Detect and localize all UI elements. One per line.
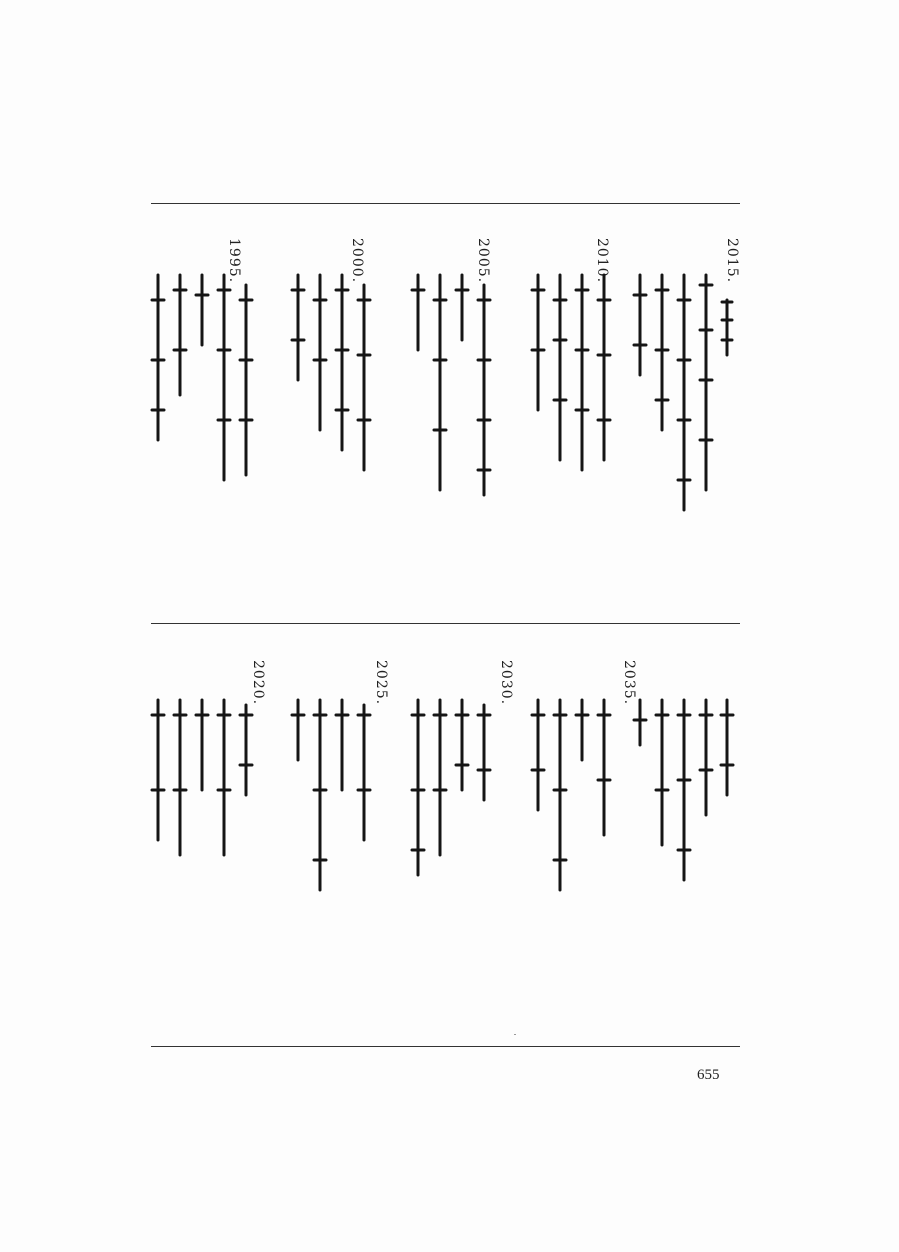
page-number: 655 — [697, 1067, 720, 1083]
bottom-col-5 — [634, 700, 646, 745]
bottom-col-3 — [678, 700, 690, 880]
top-col-10 — [478, 285, 490, 495]
top-col-11 — [456, 275, 468, 340]
bottom-col-17 — [292, 700, 304, 760]
year-label: 2035. — [621, 660, 637, 706]
top-col-15 — [336, 275, 348, 450]
bottom-col-20 — [196, 700, 208, 790]
top-col-18 — [240, 285, 252, 475]
top-col-13 — [412, 275, 424, 350]
bottom-col-14 — [358, 705, 370, 840]
bottom-col-12 — [434, 700, 446, 855]
bottom-col-7 — [576, 700, 588, 760]
top-col-2 — [700, 275, 712, 490]
top-col-12 — [434, 275, 446, 490]
top-col-16 — [314, 275, 326, 430]
bottom-col-10 — [478, 705, 490, 800]
top-col-7 — [576, 275, 588, 470]
bottom-col-8 — [554, 700, 566, 890]
bottom-col-6 — [598, 700, 610, 835]
year-label: 2000. — [349, 238, 365, 284]
top-col-4 — [656, 275, 668, 430]
bottom-col-4 — [656, 700, 668, 845]
bottom-col-16 — [314, 700, 326, 890]
top-col-8 — [554, 275, 566, 460]
bottom-col-22 — [152, 700, 164, 840]
year-label: 2020. — [250, 660, 266, 706]
top-col-17 — [292, 275, 304, 380]
year-label: 2015. — [724, 238, 740, 284]
bottom-col-1 — [721, 700, 733, 795]
year-label: 2005. — [475, 238, 491, 284]
top-col-5 — [634, 275, 646, 375]
top-col-9 — [532, 275, 544, 410]
bottom-col-19 — [218, 700, 230, 855]
bottom-col-13 — [412, 700, 424, 875]
top-col-21 — [174, 275, 186, 395]
bottom-col-18 — [240, 705, 252, 795]
year-label: 2030. — [498, 660, 514, 706]
top-col-6 — [598, 275, 610, 460]
stray-mark — [514, 1034, 516, 1035]
year-label: 2010. — [594, 238, 610, 284]
bottom-col-21 — [174, 700, 186, 855]
top-col-1 — [722, 300, 732, 355]
bottom-col-15 — [336, 700, 348, 790]
bottom-col-11 — [456, 700, 468, 790]
top-col-14 — [358, 285, 370, 470]
bottom-col-2 — [700, 700, 712, 815]
year-label: 1995. — [226, 238, 242, 284]
top-col-3 — [678, 275, 690, 510]
bottom-col-9 — [532, 700, 544, 810]
top-col-20 — [196, 275, 208, 345]
year-label: 2025. — [373, 660, 389, 706]
top-col-19 — [218, 275, 230, 480]
top-col-22 — [152, 275, 164, 440]
